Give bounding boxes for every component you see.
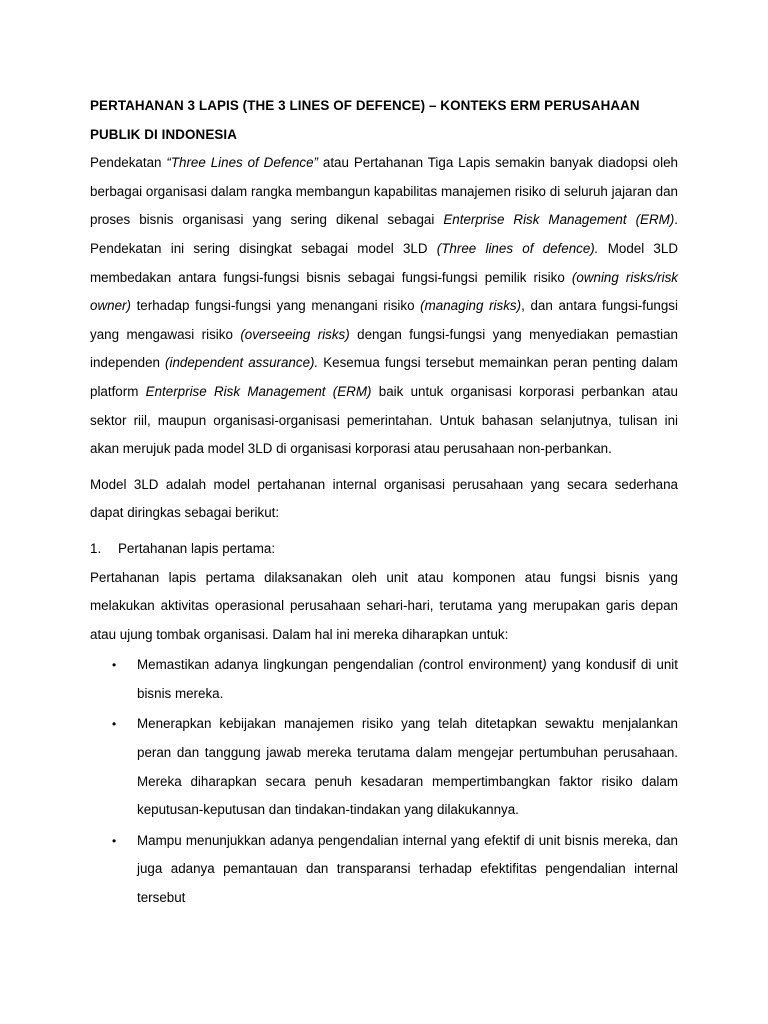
list-number: 1. (90, 540, 102, 556)
italic-term: (owning risks/risk owner) (90, 269, 678, 314)
text-segment: yang kondusif di unit bisnis mereka. (137, 657, 678, 701)
list-item (90, 651, 678, 708)
text-segment: . Pendekatan ini sering disingkat sebagai model 3LD (90, 212, 679, 256)
bullet-icon: • (112, 717, 117, 732)
italic-term: ( (418, 657, 424, 673)
intro-paragraph (90, 149, 678, 464)
italic-term: (independent assurance). (165, 355, 319, 371)
text-segment: control environment (423, 657, 543, 673)
italic-term: Enterprise Risk Management (ERM) (145, 383, 372, 399)
italic-term: “Three Lines of Defence” (166, 155, 318, 171)
text-segment: Kesemua fungsi tersebut memainkan peran penting dalam platform (90, 355, 678, 399)
italic-term: (overseeing risks) (240, 326, 350, 342)
bullet-icon: • (112, 833, 117, 848)
italic-term: (Three lines of defence). (436, 240, 599, 256)
list-item-text: Menerapkan kebijakan manajemen risiko yang telah ditetapkan sewaktu menjalankan peran dan tanggung jawab mereka terutama dalam mengejar pertumbuhan perusahaan. Mereka diharapkan secara penuh kesadaran mempertimbangkan faktor risiko dalam keputusan-keputusan dan tindakan-tindakan yang dilakukannya. (137, 716, 678, 818)
document-title: PERTAHANAN 3 LAPIS (THE 3 LINES OF DEFENCE) – KONTEKS ERM PERUSAHAAN PUBLIK DI INDONESIA (90, 98, 640, 142)
list-item (90, 827, 678, 913)
document-page (90, 92, 678, 913)
italic-term: (managing risks) (420, 298, 522, 314)
text-segment: dengan fungsi-fungsi yang menyediakan pemastian independen (90, 326, 678, 371)
text-segment: atau Pertahanan Tiga Lapis semakin banyak diadopsi oleh berbagai organisasi dalam rangka membangun kapabilitas manajemen risiko di seluruh jajaran dan proses bisnis organisasi yang sering dikenal sebagai (90, 155, 678, 228)
text-segment: Memastikan adanya lingkungan pengendalian (137, 657, 419, 673)
text-segment: baik untuk organisasi korporasi perbankan atau sektor riil, maupun organisasi-organisasi pemerintahan. Untuk bahasan selanjutnya, tulisan ini akan merujuk pada model 3LD di organisasi korporasi atau perusahaan non-perbankan. (90, 383, 678, 457)
italic-term: Enterprise Risk Management (ERM) (443, 212, 675, 228)
text-segment: Model 3LD membedakan antara fungsi-fungsi bisnis sebagai fungsi-fungsi pemilik risiko (90, 240, 678, 285)
model-summary-paragraph: Model 3LD adalah model pertahanan internal organisasi perusahaan yang secara sederhana dapat diringkas sebagai berikut: (90, 476, 678, 521)
text-segment: Pendekatan (90, 155, 167, 171)
text-segment: , dan antara fungsi-fungsi yang mengawasi risiko (90, 298, 678, 342)
bullet-icon: • (112, 658, 117, 673)
italic-term: ) (542, 657, 547, 673)
numbered-heading-1 (90, 535, 678, 564)
text-segment: terhadap fungsi-fungsi yang menangani risiko (130, 298, 421, 314)
numbered-heading-label: Pertahanan lapis pertama: (118, 540, 276, 556)
list-item-text: Mampu menunjukkan adanya pengendalian internal yang efektif di unit bisnis mereka, dan juga adanya pemantauan dan transparansi terhadap efektifitas pengendalian internal tersebut (137, 832, 678, 906)
list-item (90, 710, 678, 824)
bullet-list (90, 651, 678, 912)
first-line-paragraph: Pertahanan lapis pertama dilaksanakan oleh unit atau komponen atau fungsi bisnis yang melakukan aktivitas operasional perusahaan sehari-hari, terutama yang merupakan garis depan atau ujung tombak organisasi. Dalam hal ini mereka diharapkan untuk: (90, 569, 678, 642)
